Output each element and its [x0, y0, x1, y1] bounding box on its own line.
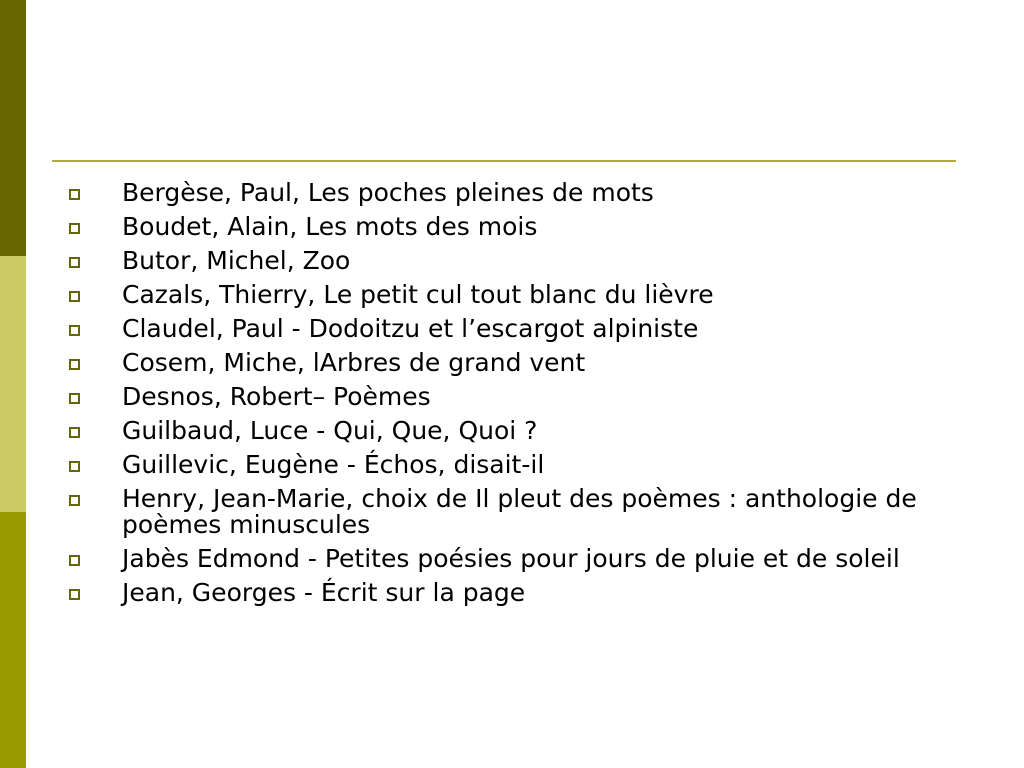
hollow-square-bullet-icon	[69, 589, 80, 600]
side-bar-bottom-segment	[0, 512, 26, 768]
hollow-square-bullet-icon	[69, 555, 80, 566]
hollow-square-bullet-icon	[69, 291, 80, 302]
list-item	[64, 214, 954, 240]
list-item	[64, 282, 954, 308]
hollow-square-bullet-icon	[69, 223, 80, 234]
list-item	[64, 546, 954, 572]
list-item	[64, 580, 954, 606]
list-item-text: Boudet, Alain, Les mots des mois	[122, 212, 538, 241]
list-item-text: Cazals, Thierry, Le petit cul tout blanc du lièvre	[122, 280, 714, 309]
list-item	[64, 384, 954, 410]
list-item	[64, 248, 954, 274]
list-item	[64, 418, 954, 444]
side-accent-bar	[0, 0, 26, 768]
hollow-square-bullet-icon	[69, 325, 80, 336]
list-item-text: Guilbaud, Luce - Qui, Que, Quoi ?	[122, 416, 538, 445]
hollow-square-bullet-icon	[69, 461, 80, 472]
list-item	[64, 486, 954, 538]
list-item-text: Butor, Michel, Zoo	[122, 246, 351, 275]
list-item-text: Bergèse, Paul, Les poches pleines de mots	[122, 178, 654, 207]
hollow-square-bullet-icon	[69, 359, 80, 370]
hollow-square-bullet-icon	[69, 427, 80, 438]
list-item-text: Claudel, Paul - Dodoitzu et l’escargot alpiniste	[122, 314, 699, 343]
side-bar-top-segment	[0, 0, 26, 256]
hollow-square-bullet-icon	[69, 495, 80, 506]
list-item-text: Desnos, Robert– Poèmes	[122, 382, 431, 411]
list-item-text: Jabès Edmond - Petites poésies pour jours de pluie et de soleil	[122, 544, 900, 573]
title-divider-line	[52, 160, 956, 162]
list-item	[64, 350, 954, 376]
side-bar-middle-segment	[0, 256, 26, 512]
list-item	[64, 452, 954, 478]
list-item-text: Henry, Jean-Marie, choix de Il pleut des poèmes : anthologie de poèmes minuscules	[122, 484, 917, 539]
hollow-square-bullet-icon	[69, 189, 80, 200]
list-item-text: Cosem, Miche, lArbres de grand vent	[122, 348, 586, 377]
bibliography-list	[64, 180, 954, 614]
list-item-text: Jean, Georges - Écrit sur la page	[122, 578, 526, 607]
list-item-text: Guillevic, Eugène - Échos, disait-il	[122, 450, 545, 479]
list-item	[64, 180, 954, 206]
list-item	[64, 316, 954, 342]
hollow-square-bullet-icon	[69, 393, 80, 404]
hollow-square-bullet-icon	[69, 257, 80, 268]
